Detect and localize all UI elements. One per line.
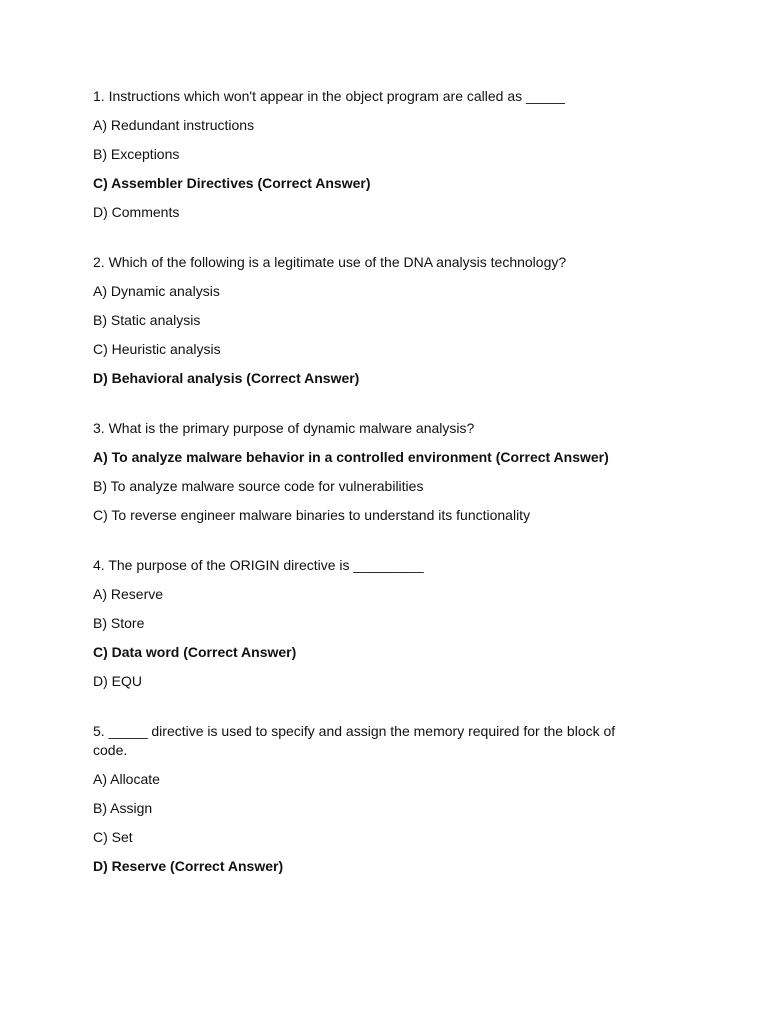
answer-option: C) To reverse engineer malware binaries to understand its functionality <box>93 507 531 523</box>
correct-answer-option: D) Reserve (Correct Answer) <box>93 858 284 874</box>
answer-option: B) Exceptions <box>93 146 180 162</box>
question-block-2 <box>93 253 653 388</box>
answer-option: B) Static analysis <box>93 312 201 328</box>
question-text: 1. Instructions which won't appear in the object program are called as _____ <box>93 88 565 104</box>
answer-option: D) Comments <box>93 204 180 220</box>
question-block-1 <box>93 87 653 222</box>
question-block-5 <box>93 722 653 876</box>
question-block-3 <box>93 419 653 525</box>
question-text: 4. The purpose of the ORIGIN directive is _________ <box>93 557 424 573</box>
question-text: 5. _____ directive is used to specify and assign the memory required for the block of code. <box>93 723 616 758</box>
correct-answer-option: A) To analyze malware behavior in a controlled environment (Correct Answer) <box>93 449 609 465</box>
answer-option: A) Allocate <box>93 771 160 787</box>
answer-option: B) To analyze malware source code for vulnerabilities <box>93 478 424 494</box>
answer-option: B) Assign <box>93 800 153 816</box>
question-text: 2. Which of the following is a legitimate use of the DNA analysis technology? <box>93 254 567 270</box>
answer-option: D) EQU <box>93 673 142 689</box>
answer-option: B) Store <box>93 615 145 631</box>
document-page <box>93 87 653 907</box>
answer-option: A) Dynamic analysis <box>93 283 220 299</box>
question-text: 3. What is the primary purpose of dynamic malware analysis? <box>93 420 475 436</box>
correct-answer-option: C) Data word (Correct Answer) <box>93 644 297 660</box>
correct-answer-option: C) Assembler Directives (Correct Answer) <box>93 175 371 191</box>
correct-answer-option: D) Behavioral analysis (Correct Answer) <box>93 370 360 386</box>
answer-option: C) Heuristic analysis <box>93 341 221 357</box>
answer-option: C) Set <box>93 829 133 845</box>
answer-option: A) Redundant instructions <box>93 117 255 133</box>
question-block-4 <box>93 556 653 691</box>
answer-option: A) Reserve <box>93 586 164 602</box>
